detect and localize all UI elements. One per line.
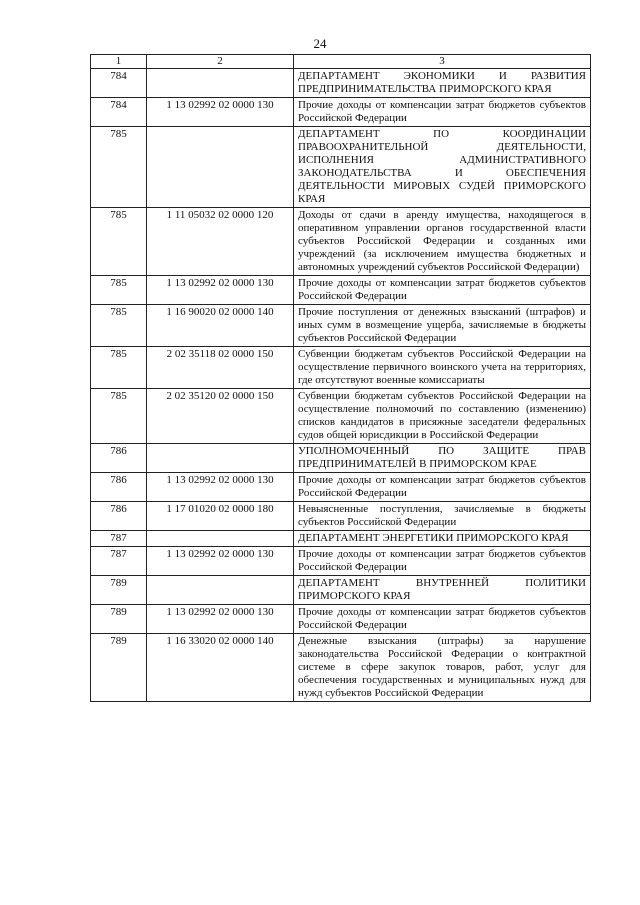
revenue-name-cell: Прочие доходы от компенсации затрат бюджетов субъектов Российской Федерации [294,473,591,502]
admin-code-cell: 785 [91,305,147,347]
table-row [91,502,591,531]
revenue-name-cell: Прочие доходы от компенсации затрат бюджетов субъектов Российской Федерации [294,605,591,634]
admin-code-cell: 786 [91,444,147,473]
admin-code-cell: 785 [91,276,147,305]
table-row [91,98,591,127]
admin-code-cell: 785 [91,127,147,208]
table-row [91,389,591,444]
revenue-code-cell: 1 13 02992 02 0000 130 [147,276,294,305]
table-row [91,305,591,347]
column-header-1: 1 [91,55,147,69]
revenue-code-cell [147,531,294,547]
revenue-code-cell: 1 16 33020 02 0000 140 [147,634,294,702]
revenue-name-cell: Субвенции бюджетам субъектов Российской Федерации на осуществление первичного воинского учета на территориях, где отсутствуют военные комиссариаты [294,347,591,389]
revenue-name-cell: Прочие поступления от денежных взысканий (штрафов) и иных сумм в возмещение ущерба, зачисляемые в бюджеты субъектов Российской Федерации [294,305,591,347]
revenue-name-cell: Прочие доходы от компенсации затрат бюджетов субъектов Российской Федерации [294,98,591,127]
revenue-name-cell: Невыясненные поступления, зачисляемые в бюджеты субъектов Российской Федерации [294,502,591,531]
table-row [91,634,591,702]
admin-code-cell: 784 [91,69,147,98]
revenue-code-cell: 2 02 35120 02 0000 150 [147,389,294,444]
table-row [91,473,591,502]
revenue-code-cell: 1 13 02992 02 0000 130 [147,547,294,576]
admin-code-cell: 787 [91,547,147,576]
table-row [91,576,591,605]
revenue-code-cell [147,576,294,605]
revenue-code-cell [147,444,294,473]
admin-code-cell: 786 [91,473,147,502]
table-row [91,347,591,389]
table-row [91,547,591,576]
table-row [91,444,591,473]
revenue-code-cell: 1 13 02992 02 0000 130 [147,605,294,634]
admin-code-cell: 785 [91,347,147,389]
revenue-name-cell: Прочие доходы от компенсации затрат бюджетов субъектов Российской Федерации [294,547,591,576]
table-header-row [91,55,591,69]
table-row [91,208,591,276]
revenue-name-cell: УПОЛНОМОЧЕННЫЙ ПО ЗАЩИТЕ ПРАВ ПРЕДПРИНИМАТЕЛЕЙ В ПРИМОРСКОМ КРАЕ [294,444,591,473]
table-row [91,605,591,634]
admin-code-cell: 785 [91,389,147,444]
table-row [91,69,591,98]
revenue-code-cell: 2 02 35118 02 0000 150 [147,347,294,389]
revenue-administrators-table [90,54,591,702]
revenue-name-cell: Субвенции бюджетам субъектов Российской Федерации на осуществление полномочий по составлению (изменению) списков кандидатов в присяжные заседатели федеральных судов общей юрисдикции в Российской Федерации [294,389,591,444]
revenue-code-cell: 1 17 01020 02 0000 180 [147,502,294,531]
revenue-name-cell: ДЕПАРТАМЕНТ ВНУТРЕННЕЙ ПОЛИТИКИ ПРИМОРСКОГО КРАЯ [294,576,591,605]
admin-code-cell: 786 [91,502,147,531]
admin-code-cell: 789 [91,634,147,702]
revenue-name-cell: Прочие доходы от компенсации затрат бюджетов субъектов Российской Федерации [294,276,591,305]
column-header-2: 2 [147,55,294,69]
revenue-name-cell: Денежные взыскания (штрафы) за нарушение законодательства Российской Федерации о контрактной системе в сфере закупок товаров, работ, услуг для обеспечения государственных и муниципальных нужд для нужд субъектов Российской Федерации [294,634,591,702]
column-header-3: 3 [294,55,591,69]
admin-code-cell: 784 [91,98,147,127]
revenue-name-cell: ДЕПАРТАМЕНТ ЭНЕРГЕТИКИ ПРИМОРСКОГО КРАЯ [294,531,591,547]
revenue-name-cell: Доходы от сдачи в аренду имущества, находящегося в оперативном управлении органов государственной власти субъектов Российской Федерации и созданных ими учреждений (за исключением имущества бюджетных и автономных учреждений субъектов Российской Федерации) [294,208,591,276]
table-row [91,531,591,547]
revenue-name-cell: ДЕПАРТАМЕНТ ЭКОНОМИКИ И РАЗВИТИЯ ПРЕДПРИНИМАТЕЛЬСТВА ПРИМОРСКОГО КРАЯ [294,69,591,98]
revenue-code-cell [147,69,294,98]
table-row [91,127,591,208]
admin-code-cell: 785 [91,208,147,276]
revenue-code-cell [147,127,294,208]
revenue-name-cell: ДЕПАРТАМЕНТ ПО КООРДИНАЦИИ ПРАВООХРАНИТЕЛЬНОЙ ДЕЯТЕЛЬНОСТИ, ИСПОЛНЕНИЯ АДМИНИСТРАТИВНОГО ЗАКОНОДАТЕЛЬСТВА И ОБЕСПЕЧЕНИЯ ДЕЯТЕЛЬНОСТИ МИРОВЫХ СУДЕЙ ПРИМОРСКОГО КРАЯ [294,127,591,208]
admin-code-cell: 787 [91,531,147,547]
revenue-code-cell: 1 16 90020 02 0000 140 [147,305,294,347]
revenue-code-cell: 1 13 02992 02 0000 130 [147,98,294,127]
revenue-code-cell: 1 13 02992 02 0000 130 [147,473,294,502]
admin-code-cell: 789 [91,576,147,605]
table-row [91,276,591,305]
page-number: 24 [313,36,327,51]
revenue-code-cell: 1 11 05032 02 0000 120 [147,208,294,276]
admin-code-cell: 789 [91,605,147,634]
